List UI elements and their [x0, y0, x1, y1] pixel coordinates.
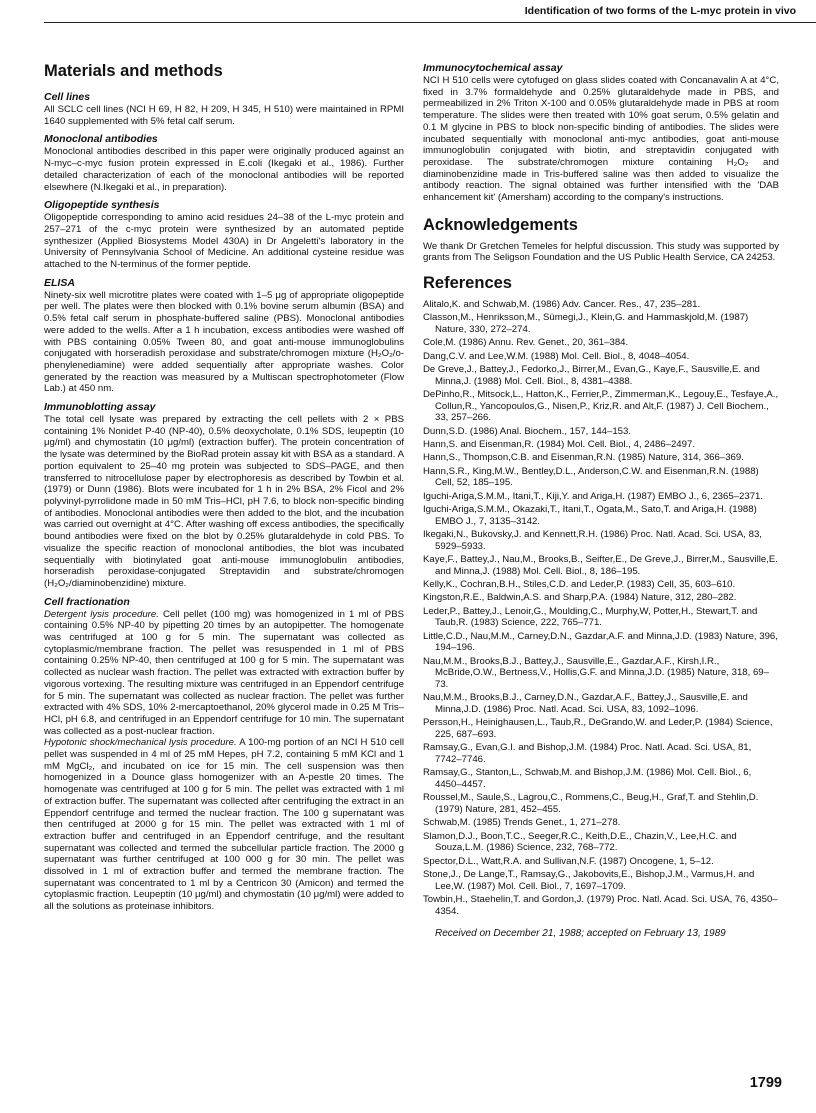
run-in-heading: Detergent lysis procedure. [44, 608, 159, 620]
reference-item: Towbin,H., Staehelin,T. and Gordon,J. (1979) Proc. Natl. Acad. Sci. USA, 76, 4350–4354. [423, 893, 778, 917]
paragraph-text: Monoclonal antibodies described in this paper were originally produced against an N-myc–c-myc fusion protein expressed in E.coli (Ikegaki et al., 1986). Further detailed characterization of each of the monoclonal antibodies will be reported elsewhere (N.Ikegaki et al., in preparation). [44, 146, 404, 193]
run-in-heading: Hypotonic shock/mechanical lysis procedure. [44, 737, 237, 749]
reference-item: Dunn,S.D. (1986) Anal. Biochem., 157, 144–153. [423, 425, 631, 437]
paragraph-text: Cell pellet (100 mg) was homogenized in 1 ml of PBS containing 0.5% NP-40 by pipetting 20 times by an autopipetter. The homogenate was centrifuged at 100 g for 5 min. The supernatant was collected as cytoplasmic/membrane fraction. The pellet was resuspended in 1 ml of PBS containing 0.25% NP-40, then centrifuged at 100 g for 5 min. The supernatant was collected as nuclear wash fraction. The pellet was extracted with extraction buffer by vigorous vortexing. The resulting mixture was centrifuged in an Eppendorf centrifuge for 5 min. The supernatant was collected as nuclear fraction. The pellet was further extracted with 4% SDS, 10% 2-mercaptoethanol, 20% glycerol made in 0.25 M Tris–HCl, pH 6.8, and centrifuged in an Eppendorf centrifuge for 10 min. The supernatant was collected as a post-nuclear fraction. [44, 608, 405, 737]
reference-item: Kaye,F., Battey,J., Nau,M., Brooks,B., Seifter,E., De Greve,J., Birrer,M., Sausville,E. and Minna,J. (1988) Mol. Cell. Biol., 8, 186–195. [423, 553, 778, 577]
reference-item: DePinho,R., Mitsock,L., Hatton,K., Ferrier,P., Zimmerman,K., Legouy,E., Tesfaye,A., Collun,R., Yancopoulos,G., Nisen,P., Kriz,R. and Alt,F. (1987) J. Cell Biochem., 33, 257–266. [423, 389, 779, 424]
reference-item: Kingston,R.E., Baldwin,A.S. and Sharp,P.A. (1984) Nature, 312, 280–282. [423, 592, 737, 604]
paragraph: NCI H 510 cells were cytofuged on glass slides coated with Concanavalin A at 4°C, fixed in 3.7% formaldehyde and 0.25% glutaraldehyde made in PBS, and permeabilized in 2% Triton X-100 and 0.05% glutaraldehyde made in PBS at room temperature. The slides were then treated with 10% goat serum, 0.5% gelatin and 0.1 M glycine in PBS to block non-specific binding of antibodies. The slides were incubated sequentially with monoclonal anti-myc antibodies, goat anti-mouse immunoglobulin conjugated with biotin, and streptavidin conjugated with peroxidase. The substrate/chromogen mixture containing H₂O₂ and diaminobenzidine made in Tris-buffered saline was then added to visualize the antibody reaction. The signal obtained was further intensified with the 'DAB enhancement kit' (Amersham) according to the company's instructions. [423, 75, 779, 204]
paragraph-text: Ninety-six well microtitre plates were coated with 1–5 μg of appropriate oligopeptide per well. The plates were then blocked with 0.1% bovine serum albumin (BSA) and 0.5% fetal calf serum in phosphate-buffered saline (PBS). Monoclonal antibodies were added to the wells. After a 1 h incubation, excess antibodies were washed off with PBS containing 0.05% Tween 80, and goat anti-mouse immunoglobulins conjugated with horseradish peroxidase and substrate/chromogen mixture (H₂O₂/o-phenylenediamine) were added sequentially after appropriate washes. Color generated by the reaction was measured by a Multiscan spectrophotometer (Flow Lab.) at 450 nm. [44, 289, 404, 395]
paragraph [44, 609, 404, 738]
paragraph [44, 290, 404, 395]
paragraph [44, 414, 404, 590]
section-title: Materials and methods [44, 62, 223, 80]
methods-subsections [44, 91, 404, 913]
reference-item: Leder,P., Battey,J., Lenoir,G., Moulding,C., Murphy,W, Potter,H., Stewart,T. and Taub,R. (1983) Science, 222, 765–771. [423, 605, 758, 629]
reference-item: Little,C.D., Nau,M.M., Carney,D.N., Gazdar,A.F. and Minna,J.D. (1983) Nature, 396, 194–196. [423, 630, 778, 654]
reference-item: De Greve,J., Battey,J., Fedorko,J., Birrer,M., Evan,G., Kaye,F., Sausville,E. and Minna,J. (1988) Mol. Cell. Biol., 8, 4381–4388. [423, 364, 760, 387]
reference-item: Schwab,M. (1985) Trends Genet., 1, 271–278. [423, 817, 621, 829]
running-title: Identification of two forms of the L-myc protein in vivo [524, 5, 796, 17]
reference-list [423, 299, 779, 917]
right-column [423, 62, 779, 939]
reference-item: Persson,H., Heinighausen,L., Taub,R., DeGrando,W. and Leder,P. (1984) Science, 225, 687–693. [423, 717, 773, 740]
subsection-heading: Cell fractionation [44, 595, 130, 608]
paragraph [44, 737, 404, 913]
reference-item: Hann,S., Thompson,C.B. and Eisenman,R.N. (1985) Nature, 314, 366–369. [423, 452, 744, 464]
paragraph-text: The total cell lysate was prepared by extracting the cell pellets with 2 × PBS containing 1% Nonidet P-40 (NP-40), 0.5% deoxycholate, 0.1% SDS, leupeptin (10 μg/ml) and chymostatin (10 μg/ml) (extraction buffer). The protein concentration of the lysate was determined by the BioRad protein assay kit with BSA as a standard. A portion equivalent to 25–40 mg protein was subjected to SDS–PAGE, and then transferred to nitrocellulose paper by electrophoresis as described by Towbin et al. (1979) or Dunn (1986). Blots were incubated for 1 h in 2% BSA, 2% Ficol and 2% polyvinyl-pyrrolidone made in 50 mM Tris–HCl, pH 7.6, to block non-specific binding of antibodies. Monoclonal antibodies were then added to the blot, and the incubation was carried out overnight at 4°C. After washing off excess antibodies, the specifically bound antibodies were fixed on the blot by 0.25% glutaraldehyde in cold PBS. To visualize the specific reaction of monoclonal antibodies, the blot was incubated sequentially with biotinylated goat anti-mouse immunoglobulin antibodies, horseradish peroxidase-conjugated Streptavidin and substrate/chromogen (H₂O₂/diaminobenzidine) mixture. [44, 414, 404, 589]
subsection-heading: ELISA [44, 276, 75, 289]
paragraph-text: Oligopeptide corresponding to amino acid residues 24–38 of the L-myc protein and 257–271 of the c-myc protein were synthesized by an automated peptide synthesizer (Applied Biosystems Model 430A) in Dr Angeletti's laboratory in the University of Pennsylvania School of Medicine. An additional cysteine residue was attached to the N-terminus of the former peptide. [44, 212, 404, 271]
reference-item: Stone,J., De Lange,T., Ramsay,G., Jakobovits,E., Bishop,J.M., Varmus,H. and Lee,W. (1987) Mol. Cell. Biol., 7, 1697–1709. [423, 868, 755, 892]
reference-item: Ikegaki,N., Bukovsky,J. and Kennett,R.H. (1986) Proc. Natl. Acad. Sci. USA, 83, 5929–5933. [423, 528, 762, 552]
reference-item: Iguchi-Ariga,S.M.M., Itani,T., Kiji,Y. and Ariga,H. (1987) EMBO J., 6, 2365–2371. [423, 490, 764, 502]
reference-item: Slamon,D.J., Boon,T.C., Seeger,R.C., Keith,D.E., Chazin,V., Lee,H.C. and Souza,L.M. (1986) Science, 232, 768–772. [423, 830, 737, 854]
received-note: Received on December 21, 1988; accepted on February 13, 1989 [435, 928, 726, 940]
subsection-heading: Immunocytochemical assay [423, 62, 563, 74]
subsection-heading: Monoclonal antibodies [44, 133, 158, 146]
reference-item: Alitalo,K. and Schwab,M. (1986) Adv. Cancer. Res., 47, 235–281. [423, 299, 701, 311]
reference-item: Cole,M. (1986) Annu. Rev. Genet., 20, 361–384. [423, 337, 629, 349]
reference-item: Hann,S. and Eisenman,R. (1984) Mol. Cell. Biol., 4, 2486–2497. [423, 439, 695, 451]
paragraph-text: A 100-mg portion of an NCI H 510 cell pellet was suspended in 4 ml of 25 mM Hepes, pH 7.2, containing 5 mM KCl and 1 mM MgCl₂, and incubated on ice for 15 min. The cell suspension was then homogenized in a Dounce glass homogenizer with an A-pestle 20 times. The homogenate was centrifuged at 100 g for 5 min. The pellet was extracted with 1 ml of extraction buffer. The supernatant was collected after centrifuging the extract in an Eppendorf centrifuge and termed the nuclear fraction. The 100 g supernatant was then centrifuged at 2000 g for 15 min. The pellet was extracted with 1 ml of extraction buffer and centrifuged in an Eppendorf centrifuge, and the resultant supernatant was collected and termed the subcellular particle fraction. The 2000 g supernatant was further centrifuged at 100 000 g for 30 min. The pellet was dissolved in 1 ml of extraction buffer and termed the membrane fraction. The supernatant was concentrated to 1 ml by a Centricon 30 (Amicon) and termed the cytoplasmic fraction. Leupeptin (10 μg/ml) and chymostatin (10 μg/ml) were added to all the solutions as proteinase inhibitors. [44, 737, 405, 913]
reference-item: Nau,M.M., Brooks,B.J., Battey,J., Sausville,E., Gazdar,A.F., Kirsh,I.R., McBride,O.W., Bertness,V., Hollis,G.F. and Minna,J.D. (1985) Nature, 318, 69–73. [423, 655, 769, 690]
paragraph-text: All SCLC cell lines (NCI H 69, H 82, H 209, H 345, H 510) were maintained in RPMI 1640 supplemented with 5% fetal calf serum. [44, 104, 404, 127]
paragraph [44, 146, 404, 193]
reference-item: Spector,D.L., Watt,R.A. and Sullivan,N.F. (1987) Oncogene, 1, 5–12. [423, 855, 714, 867]
reference-item: Iguchi-Ariga,S.M.M., Okazaki,T., Itani,T., Ogata,M., Sato,T. and Ariga,H. (1988) EMBO J., 7, 3135–3142. [423, 503, 757, 527]
reference-item: Kelly,K., Cochran,B.H., Stiles,C.D. and Leder,P. (1983) Cell, 35, 603–610. [423, 578, 736, 590]
subsection-heading: Cell lines [44, 91, 91, 103]
page-number: 1799 [749, 1075, 782, 1091]
reference-item: Classon,M., Henriksson,M., Sümegi,J., Klein,G. and Hammaskjold,M. (1987) Nature, 330, 272–274. [423, 312, 749, 336]
reference-item: Nau,M.M., Brooks,B.J., Carney,D.N., Gazdar,A.F., Battey,J., Sausville,E. and Minna,J.D. (1986) Proc. Natl. Acad. Sci. USA, 83, 1092–1096. [423, 692, 748, 715]
paragraph [44, 212, 404, 271]
subsection-heading: Immunoblotting assay [44, 401, 156, 414]
running-header [44, 0, 816, 23]
reference-item: Hann,S.R., King,M.W., Bentley,D.L., Anderson,C.W. and Eisenman,R.N. (1988) Cell, 52, 185–195. [423, 465, 759, 489]
left-column [44, 62, 404, 913]
acknowledgements-title: Acknowledgements [423, 215, 578, 234]
references-title: References [423, 274, 512, 293]
reference-item: Ramsay,G., Stanton,L., Schwab,M. and Bishop,J.M. (1986) Mol. Cell. Biol., 6, 4450–4457. [423, 767, 752, 790]
subsection-heading: Oligopeptide synthesis [44, 199, 160, 212]
paragraph [44, 104, 404, 127]
reference-item: Ramsay,G., Evan,G.I. and Bishop,J.M. (1984) Proc. Natl. Acad. Sci. USA, 81, 7742–7746. [423, 742, 752, 765]
acknowledgements-text: We thank Dr Gretchen Temeles for helpful discussion. This study was supported by grants from The Seligson Foundation and the US Public Health Service, CA 24253. [423, 240, 779, 264]
reference-item: Roussel,M., Saule,S., Lagrou,C., Rommens,C., Beug,H., Graf,T. and Stehlin,D. (1979) Nature, 281, 452–455. [423, 792, 759, 815]
reference-item: Dang,C.V. and Lee,W.M. (1988) Mol. Cell. Biol., 8, 4048–4054. [423, 350, 690, 362]
